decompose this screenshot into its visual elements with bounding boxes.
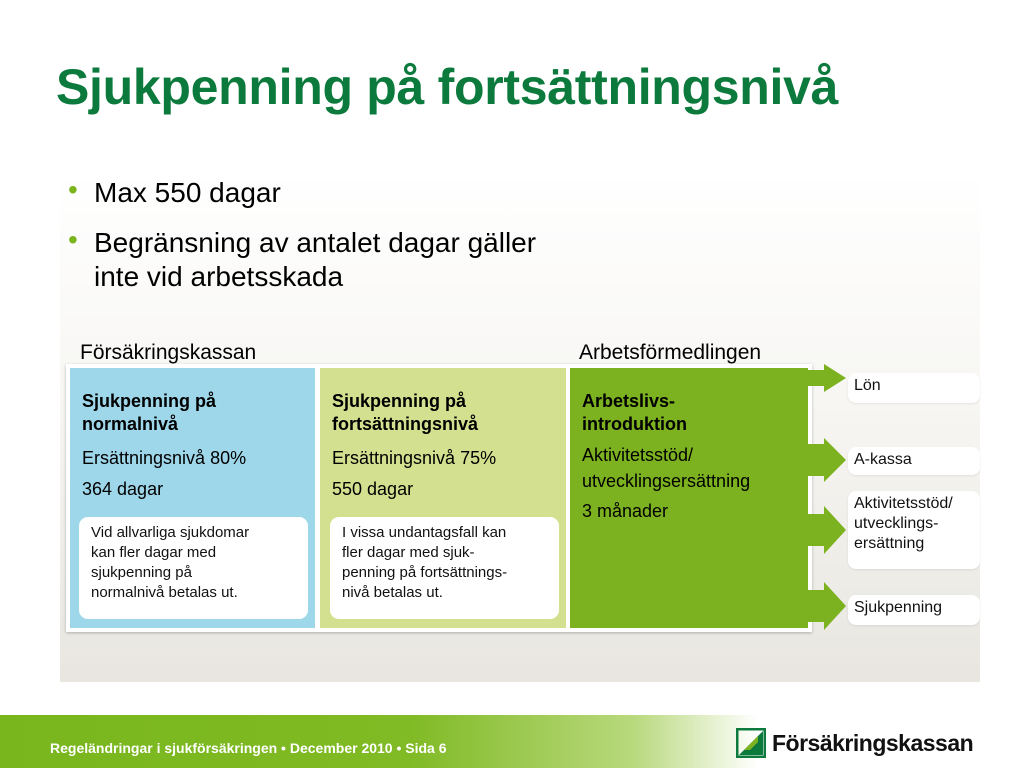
box-days: 364 dagar xyxy=(82,479,164,499)
logo-text: Försäkringskassan xyxy=(772,729,974,756)
box-days: 550 dagar xyxy=(332,479,414,499)
box-title xyxy=(582,390,798,436)
bullet-text: Max 550 dagar xyxy=(94,177,281,208)
outcome-akassa: A-kassa xyxy=(848,447,980,475)
box-rate: Ersättningsnivå 75% xyxy=(332,448,497,468)
arrow-to-sjukpenning xyxy=(808,582,846,630)
note-line: fler dagar med sjuk- xyxy=(342,544,475,561)
note-line: I vissa undantagsfall kan xyxy=(342,524,507,541)
outcome-line: ersättning xyxy=(854,535,925,552)
box-rate: Ersättningsnivå 80% xyxy=(82,448,247,468)
bullet-dot-icon: • xyxy=(68,224,78,255)
bullet-text: inte vid arbetsskada xyxy=(94,261,344,292)
note-line: Vid allvarliga sjukdomar xyxy=(91,524,250,541)
box-title-line: Arbetslivs- xyxy=(582,391,676,411)
note-line: sjukpenning på xyxy=(91,564,192,581)
box-title-line: fortsättningsnivå xyxy=(332,414,479,434)
outcome-aktivitetsstod xyxy=(848,491,980,569)
box-title xyxy=(82,390,305,436)
logo-mark-icon xyxy=(736,728,766,758)
note-fortsattningsniva xyxy=(330,517,559,619)
note-line: nivå betalas ut. xyxy=(342,584,443,601)
bullet-item xyxy=(64,176,536,210)
bullet-dot-icon: • xyxy=(68,174,78,205)
note-line: kan fler dagar med xyxy=(91,544,217,561)
arrow-to-lon xyxy=(808,364,846,392)
box-title-line: Sjukpenning på xyxy=(332,391,467,411)
box-title-line: normalnivå xyxy=(82,414,179,434)
outcome-line: Aktivitetsstöd/ xyxy=(854,495,953,512)
outcome-arrows xyxy=(808,364,852,634)
org-label-forsakringskassan: Försäkringskassan xyxy=(80,341,257,364)
note-line: penning på fortsättnings- xyxy=(342,564,508,581)
box-benefit xyxy=(582,442,798,494)
box-title xyxy=(332,390,556,436)
box-duration: 3 månader xyxy=(582,501,669,521)
footer-text: Regeländringar i sjukförsäkringen • December 2010 • Sida 6 xyxy=(50,740,447,756)
slide-title: Sjukpenning på fortsättningsnivå xyxy=(56,59,839,115)
outcome-sjukpenning: Sjukpenning xyxy=(848,595,980,625)
bullet-list xyxy=(64,176,536,310)
box-title-line: Sjukpenning på xyxy=(82,391,217,411)
outcome-lon: Lön xyxy=(848,373,980,403)
arrow-to-akassa xyxy=(808,438,846,482)
box-title-line: introduktion xyxy=(582,414,687,434)
bullet-item xyxy=(64,226,536,294)
forsakringskassan-logo xyxy=(736,726,973,760)
outcome-line: utvecklings- xyxy=(854,515,939,532)
box-benefit-line: Aktivitetsstöd/ xyxy=(582,445,694,465)
org-label-arbetsformedlingen: Arbetsförmedlingen xyxy=(579,341,762,364)
arrow-to-aktivitetsstod xyxy=(808,506,846,554)
bullet-text: Begränsning av antalet dagar gäller xyxy=(94,227,537,258)
note-line: normalnivå betalas ut. xyxy=(91,584,238,601)
box-benefit-line: utvecklingsersättning xyxy=(582,471,751,491)
box-arbetslivsintroduktion xyxy=(570,368,808,628)
note-normalniva xyxy=(79,517,308,619)
